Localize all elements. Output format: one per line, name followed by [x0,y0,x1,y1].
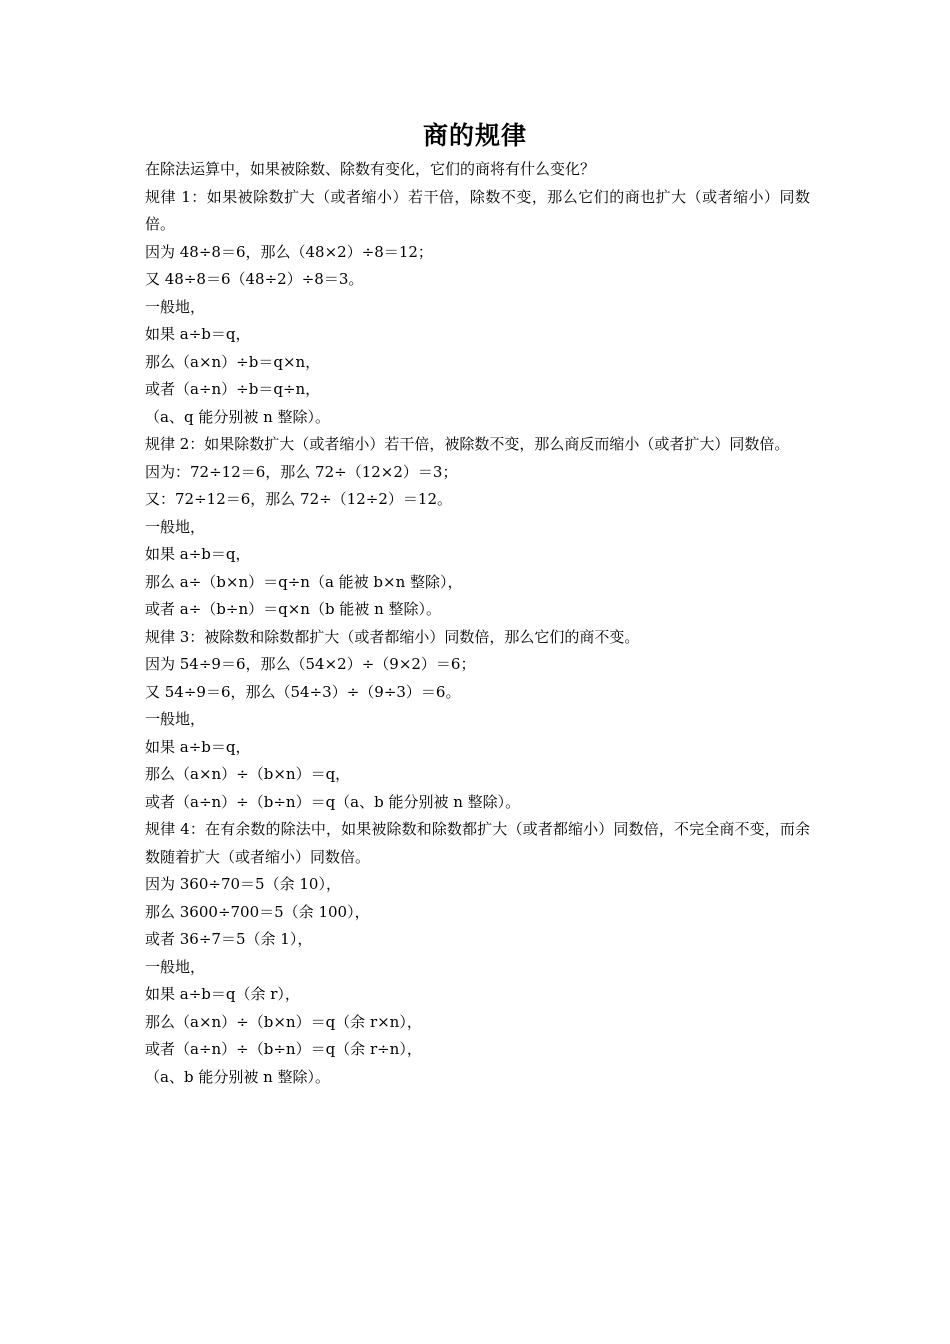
paragraph-line: 那么 a÷（b×n）＝q÷n（a 能被 b×n 整除）， [145,572,463,591]
paragraph-line: 因为 54÷9＝6，那么（54×2）÷（9×2）＝6； [145,655,476,673]
paragraph-line: 或者 a÷（b÷n）＝q×n（b 能被 n 整除）。 [145,600,442,618]
paragraph-line: 如果 a÷b＝q， [145,737,251,756]
paragraph-line: 一般地， [145,517,206,536]
paragraph-line: 一般地， [145,957,206,976]
paragraph-line: 一般地， [145,297,206,316]
paragraph-line: 那么（a×n）÷b＝q×n， [145,352,321,371]
paragraph-rule-4: 规律 4：在有余数的除法中，如果被除数和除数都扩大（或者都缩小）同数倍，不完全商不变，而余数随着扩大（或者缩小）同数倍。 [145,820,810,866]
paragraph-line: 又 48÷8＝6（48÷2）÷8＝3。 [145,270,364,288]
document-body [145,156,810,1091]
paragraph-line: 或者（a÷n）÷b＝q÷n， [145,380,321,398]
paragraph-line: 如果 a÷b＝q， [145,545,251,563]
paragraph-line: 或者（a÷n）÷（b÷n）＝q（余 r÷n）， [145,1040,422,1058]
paragraph-line: 一般地， [145,710,206,728]
paragraph-line: 如果 a÷b＝q（余 r）， [145,985,300,1003]
paragraph-line: 因为 48÷8＝6，那么（48×2）÷8＝12； [145,242,433,261]
paragraph-rule-1: 规律 1：如果被除数扩大（或者缩小）若干倍，除数不变，那么它们的商也扩大（或者缩小）同数倍。 [145,187,810,233]
paragraph-line: 或者（a÷n）÷（b÷n）＝q（a、b 能分别被 n 整除）。 [145,792,521,811]
paragraph-rule-2: 规律 2：如果除数扩大（或者缩小）若干倍，被除数不变，那么商反而缩小（或者扩大）同数倍。 [145,435,790,453]
paragraph-line: 如果 a÷b＝q， [145,325,251,343]
paragraph-line: 又 54÷9＝6，那么（54÷3）÷（9÷3）＝6。 [145,682,461,701]
paragraph-line: （a、q 能分别被 n 整除）。 [145,407,331,426]
paragraph-line: 或者 36÷7＝5（余 1）， [145,930,313,948]
paragraph-line: 那么（a×n）÷（b×n）＝q（余 r×n）， [145,1012,422,1031]
paragraph-intro: 在除法运算中，如果被除数、除数有变化，它们的商将有什么变化？ [145,160,596,178]
paragraph-line: （a、b 能分别被 n 整除）。 [145,1067,331,1086]
paragraph-line: 那么（a×n）÷（b×n）＝q， [145,765,351,783]
paragraph-rule-3: 规律 3：被除数和除数都扩大（或者都缩小）同数倍，那么它们的商不变。 [145,627,640,646]
paragraph-line: 因为 360÷70＝5（余 10）， [145,875,341,893]
paragraph-line: 又：72÷12＝6，那么 72÷（12÷2）＝12。 [145,490,452,508]
paragraph-line: 因为：72÷12＝6，那么 72÷（12×2）＝3； [145,462,458,481]
document-title: 商的规律 [422,121,527,150]
paragraph-line: 那么 3600÷700＝5（余 100）， [145,902,370,921]
